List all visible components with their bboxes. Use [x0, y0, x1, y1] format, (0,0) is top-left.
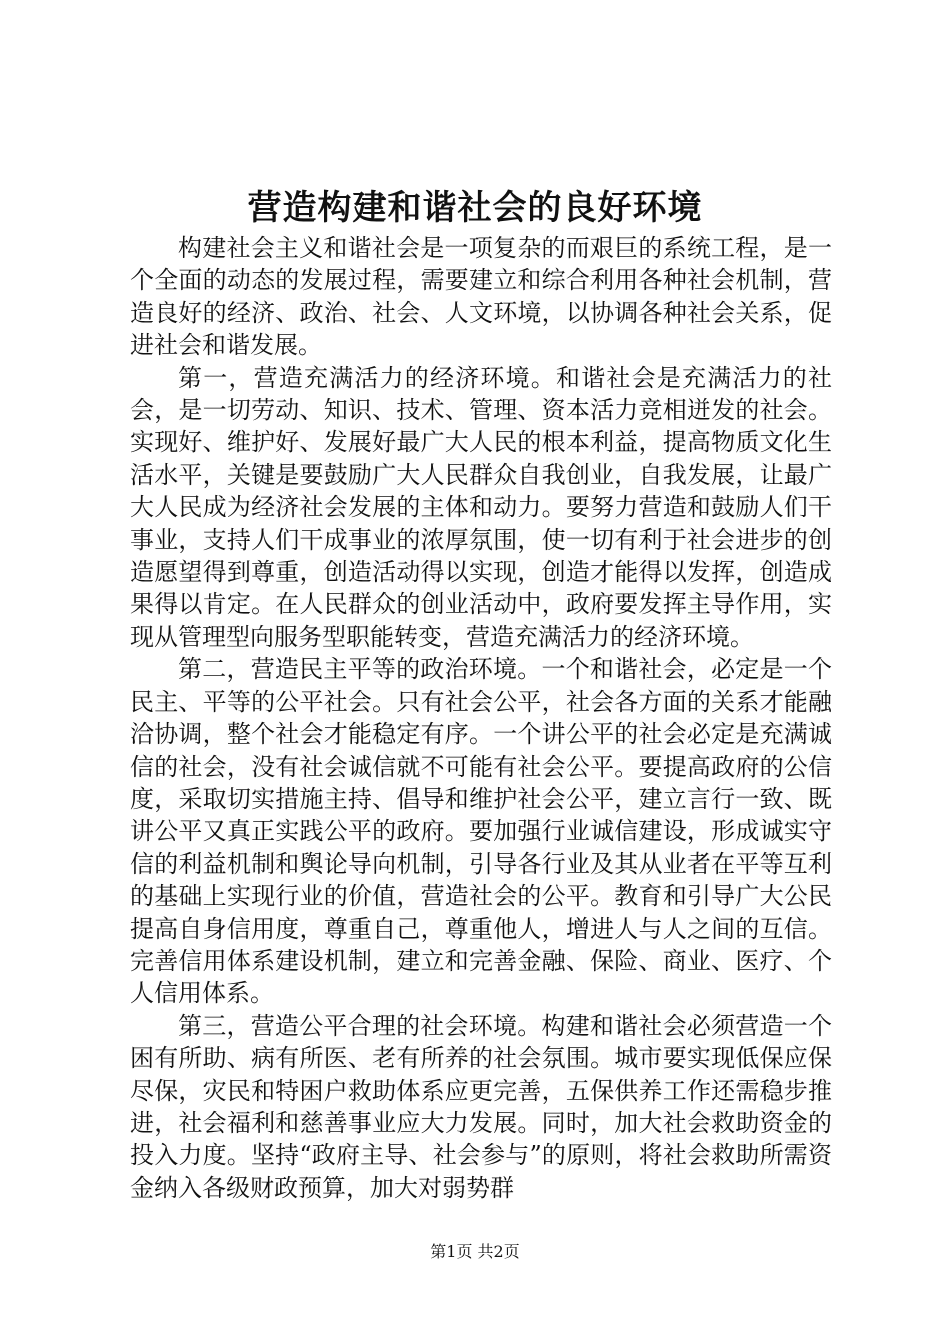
paragraph-social: 第三，营造公平合理的社会环境。构建和谐社会必须营造一个困有所助、病有所医、老有所养的社会氛围。城市要实现低保应保尽保，灾民和特困户救助体系应更完善，五保供养工作还需稳步推进，社会福利和慈善事业应大力发展。同时，加大社会救助资金的投入力度。坚持“政府主导、社会参与”的原则，将社会救助所需资金纳入各级财政预算，加大对弱势群: [130, 1011, 832, 1202]
paragraph-economic: 第一，营造充满活力的经济环境。和谐社会是充满活力的社会，是一切劳动、知识、技术、管理、资本活力竞相迸发的社会。实现好、维护好、发展好最广大人民的根本利益，提高物质文化生活水平，关键是要鼓励广大人民群众自我创业，自我发展，让最广大人民成为经济社会发展的主体和动力。要努力营造和鼓励人们干事业，支持人们干成事业的浓厚氛围，使一切有利于社会进步的创造愿望得到尊重，创造活动得以实现，创造才能得以发挥，创造成果得以肯定。在人民群众的创业活动中，政府要发挥主导作用，实现从管理型向服务型职能转变，营造充满活力的经济环境。: [130, 363, 832, 651]
page-number: 第1页 共2页: [430, 1242, 520, 1261]
paragraph-intro: 构建社会主义和谐社会是一项复杂的而艰巨的系统工程，是一个全面的动态的发展过程，需要建立和综合利用各种社会机制，营造良好的经济、政治、社会、人文环境，以协调各种社会关系，促进社会和谐发展。: [130, 234, 832, 360]
paragraph-political: 第二，营造民主平等的政治环境。一个和谐社会，必定是一个民主、平等的公平社会。只有社会公平，社会各方面的关系才能融洽协调，整个社会才能稳定有序。一个讲公平的社会必定是充满诚信的社会，没有社会诚信就不可能有社会公平。要提高政府的公信度，采取切实措施主持、倡导和维护社会公平，建立言行一致、既讲公平又真正实践公平的政府。要加强行业诚信建设，形成诚实守信的利益机制和舆论导向机制，引导各行业及其从业者在平等互利的基础上实现行业的价值，营造社会的公平。教育和引导广大公民提高自身信用度，尊重自己，尊重他人，增进人与人之间的互信。完善信用体系建设机制，建立和完善金融、保险、商业、医疗、个人信用体系。: [130, 655, 832, 1008]
document-body: [130, 232, 832, 1204]
document-title: 营造构建和谐社会的良好环境: [247, 188, 703, 228]
